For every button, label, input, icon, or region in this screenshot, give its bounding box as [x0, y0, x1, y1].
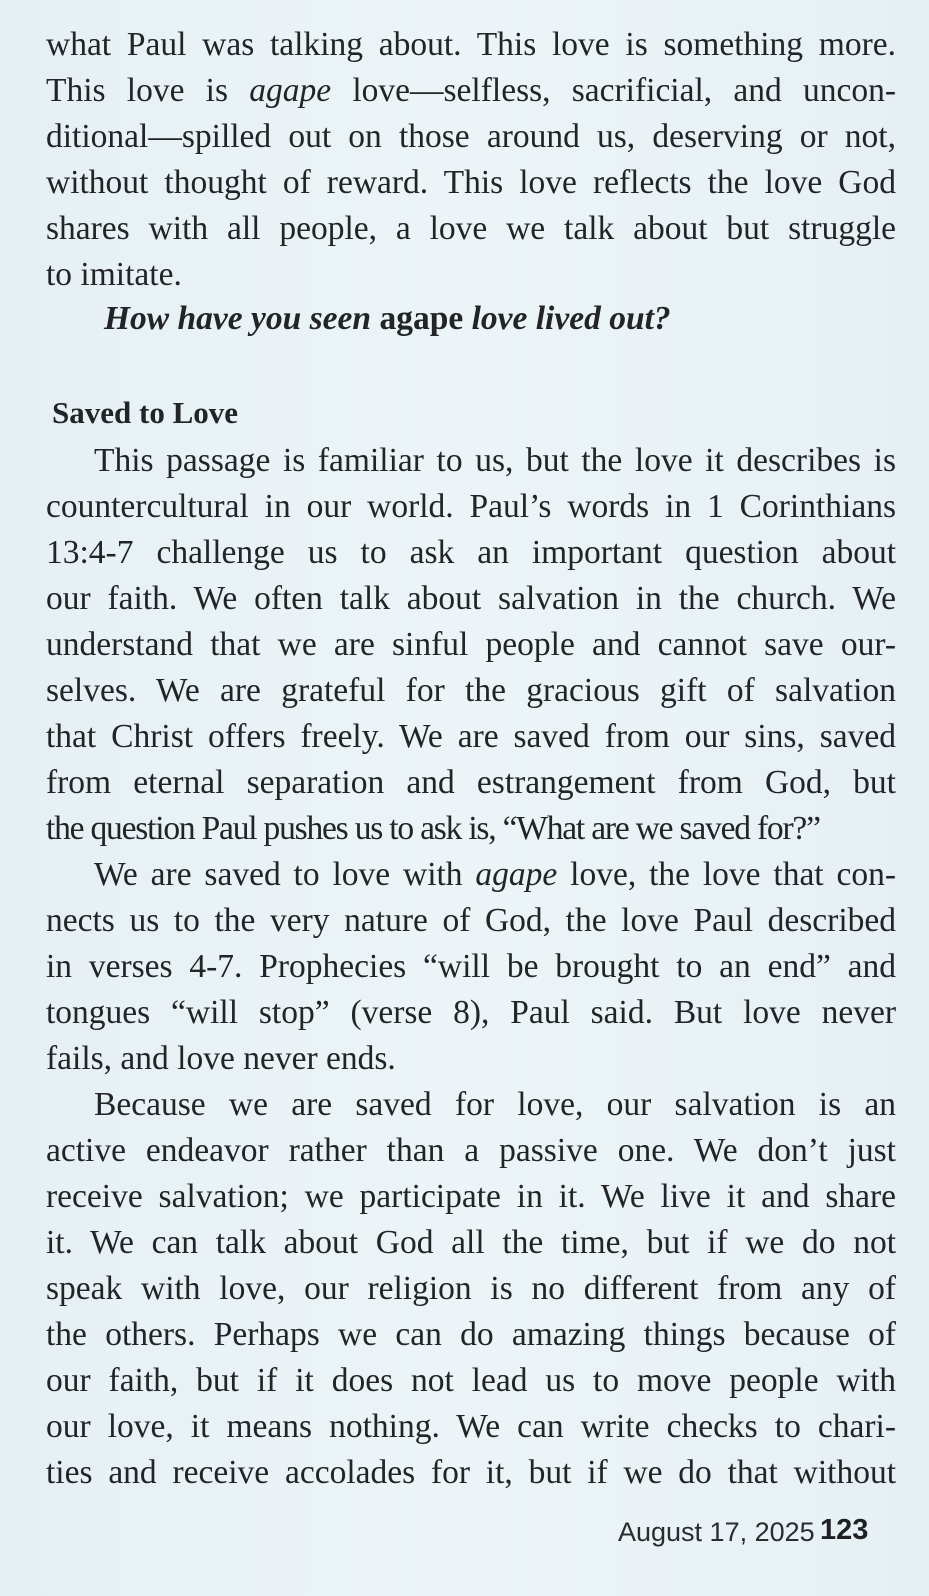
- p2-line-5: fails, and love never ends.: [46, 1040, 396, 1077]
- p2-line-4: tongues “will stop” (verse 8), Paul said. But love never: [46, 994, 896, 1031]
- intro-line-4: without thought of reward. This love reflects the love God: [46, 164, 896, 201]
- paragraph-2: [46, 852, 896, 1082]
- intro-line-3: ditional—spilled out on those around us, deserving or not,: [46, 118, 896, 155]
- discussion-question: How have you seen agape love lived out?: [104, 300, 671, 337]
- p3-line-3: receive salvation; we participate in it. We live it and share: [46, 1178, 896, 1215]
- intro-line-2: This love is agape love—selfless, sacrificial, and uncon-: [46, 72, 897, 109]
- p2-line-3: in verses 4-7. Prophecies “will be brought to an end” and: [46, 948, 896, 985]
- agape-emphasis: agape: [249, 72, 332, 109]
- paragraph-1: [46, 438, 896, 852]
- p3-line-5: speak with love, our religion is no different from any of: [46, 1270, 896, 1307]
- p3-line-4: it. We can talk about God all the time, but if we do not: [46, 1224, 896, 1261]
- p3-line-2: active endeavor rather than a passive one. We don’t just: [46, 1132, 896, 1169]
- p3-line-1: Because we are saved for love, our salvation is an: [94, 1086, 896, 1123]
- p1-line-1: This passage is familiar to us, but the love it describes is: [94, 442, 896, 479]
- intro-line-6: to imitate.: [46, 256, 182, 293]
- p1-line-9: the question Paul pushes us to ask is, “What are we saved for?”: [46, 810, 820, 847]
- intro-paragraph: [46, 22, 896, 298]
- p3-line-7: our faith, but if it does not lead us to move people with: [46, 1362, 896, 1399]
- p2-line-1: We are saved to love with agape love, the love that con-: [94, 856, 896, 893]
- p3-line-9: ties and receive accolades for it, but if we do that without: [46, 1454, 896, 1491]
- p2-line-2: nects us to the very nature of God, the love Paul described: [46, 902, 896, 939]
- p1-line-4: our faith. We often talk about salvation in the church. We: [46, 580, 896, 617]
- p1-line-2: countercultural in our world. Paul’s words in 1 Corinthians: [46, 488, 896, 525]
- agape-emphasis: agape: [379, 300, 464, 337]
- section-heading: Saved to Love: [52, 395, 238, 430]
- p3-line-8: our love, it means nothing. We can write checks to chari-: [46, 1408, 896, 1445]
- agape-emphasis: agape: [475, 856, 558, 893]
- p1-line-7: that Christ offers freely. We are saved from our sins, saved: [46, 718, 896, 755]
- intro-line-5: shares with all people, a love we talk about but struggle: [46, 210, 896, 247]
- p1-line-3: 13:4-7 challenge us to ask an important question about: [46, 534, 896, 571]
- footer-date: August 17, 2025: [618, 1517, 815, 1547]
- intro-line-1: what Paul was talking about. This love is something more.: [46, 26, 896, 63]
- page-number: 123: [820, 1514, 869, 1546]
- p1-line-5: understand that we are sinful people and cannot save our-: [46, 626, 896, 663]
- p1-line-8: from eternal separation and estrangement from God, but: [46, 764, 896, 801]
- paragraph-3: [46, 1082, 896, 1496]
- p1-line-6: selves. We are grateful for the gracious gift of salvation: [46, 672, 896, 709]
- p3-line-6: the others. Perhaps we can do amazing things because of: [46, 1316, 896, 1353]
